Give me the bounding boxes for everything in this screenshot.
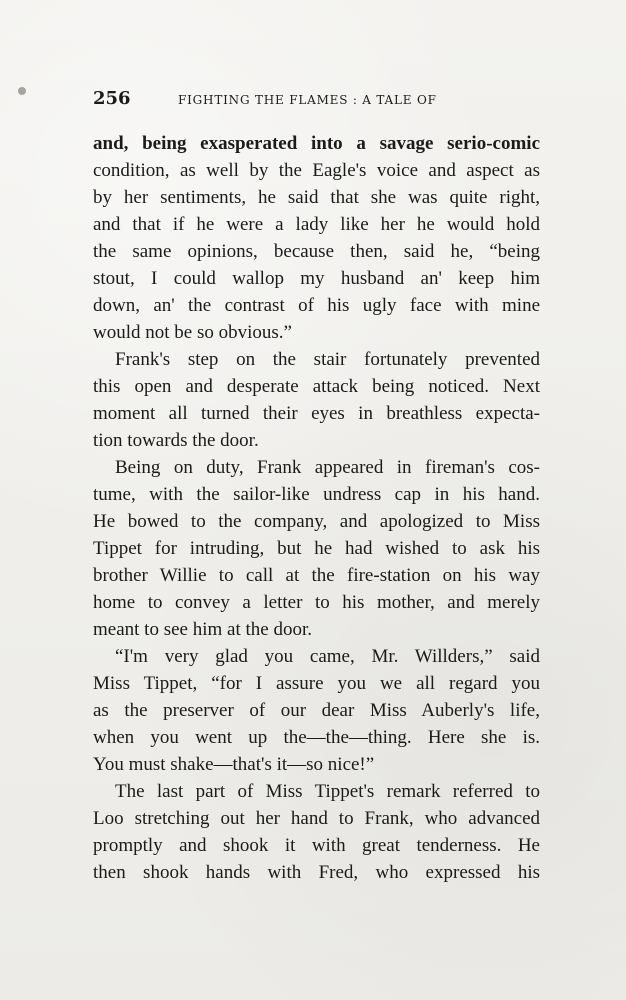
text-line-3: by her sentiments, he said that she was quite right, (93, 187, 540, 208)
page-number: 256 (93, 88, 131, 109)
text-line-4: and that if he were a lady like her he would hold (93, 214, 540, 235)
page-header (93, 89, 481, 109)
text-line-7: down, an' the contrast of his ugly face with mine (93, 295, 540, 316)
page-speck (18, 87, 26, 95)
text-line-22: as the preserver of our dear Miss Auberly's life, (93, 700, 540, 721)
text-line-17: brother Willie to call at the fire-station on his way (93, 565, 540, 586)
text-line-13: Being on duty, Frank appeared in fireman's cos- (115, 457, 540, 478)
text-line-18: home to convey a letter to his mother, and merely (93, 592, 540, 613)
text-line-28: then shook hands with Fred, who expressed his (93, 862, 540, 883)
text-line-16: Tippet for intruding, but he had wished to ask his (93, 538, 540, 559)
text-line-10: this open and desperate attack being noticed. Next (93, 376, 540, 397)
text-line-27: promptly and shook it with great tenderness. He (93, 835, 540, 856)
body-text (93, 130, 540, 886)
text-line-5: the same opinions, because then, said he, “being (93, 241, 540, 262)
text-line-19: meant to see him at the door. (93, 619, 312, 640)
text-line-14: tume, with the sailor-like undress cap in his hand. (93, 484, 540, 505)
text-line-20: “I'm very glad you came, Mr. Willders,” said (115, 646, 540, 667)
text-line-2: condition, as well by the Eagle's voice and aspect as (93, 160, 540, 181)
text-line-23: when you went up the—the—thing. Here she is. (93, 727, 540, 748)
text-line-15: He bowed to the company, and apologized to Miss (93, 511, 540, 532)
text-line-6: stout, I could wallop my husband an' keep him (93, 268, 540, 289)
text-line-9: Frank's step on the stair fortunately prevented (115, 349, 540, 370)
text-line-1: and, being exasperated into a savage serio-comic (93, 133, 540, 154)
text-line-12: tion towards the door. (93, 430, 259, 451)
text-line-11: moment all turned their eyes in breathless expecta- (93, 403, 540, 424)
text-line-21: Miss Tippet, “for I assure you we all regard you (93, 673, 540, 694)
running-title: FIGHTING THE FLAMES : A TALE OF (178, 93, 437, 107)
text-line-25: The last part of Miss Tippet's remark referred to (115, 781, 540, 802)
text-line-24: You must shake—that's it—so nice!” (93, 754, 375, 775)
text-line-26: Loo stretching out her hand to Frank, who advanced (93, 808, 540, 829)
text-line-8: would not be so obvious.” (93, 322, 292, 343)
